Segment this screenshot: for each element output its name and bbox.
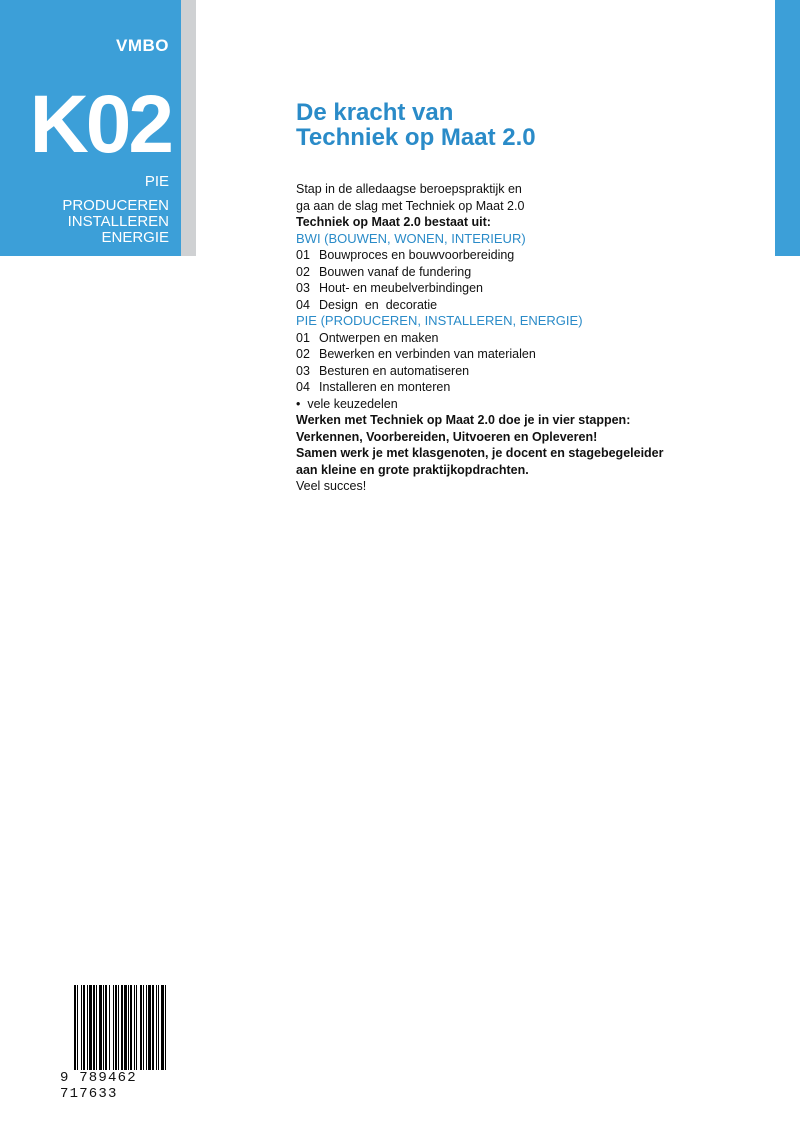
item-label: Bewerken en verbinden van materialen bbox=[319, 347, 536, 361]
together-line: Samen werk je met klasgenoten, je docent en stagebegeleider bbox=[296, 446, 664, 460]
item-label: Bouwproces en bouwvoorbereiding bbox=[319, 248, 515, 262]
level-label: VMBO bbox=[116, 36, 169, 55]
steps-line: Verkennen, Voorbereiden, Uitvoeren en Opleveren! bbox=[296, 429, 598, 444]
item-number: 01 bbox=[296, 248, 310, 262]
steps-line: Werken met Techniek op Maat 2.0 doe je in vier stappen: bbox=[296, 413, 631, 427]
back-cover-text bbox=[296, 181, 736, 495]
gray-strip bbox=[181, 0, 196, 256]
item-label: Bouwen vanaf de fundering bbox=[319, 264, 472, 279]
track-topics bbox=[62, 198, 169, 246]
isbn-number: 9 789462 717633 bbox=[60, 1070, 200, 1102]
list-item bbox=[296, 379, 736, 396]
list-item bbox=[296, 297, 736, 314]
track-label: PIE bbox=[144, 173, 169, 190]
list-item bbox=[296, 280, 736, 297]
item-label: Hout- en meubelverbindingen bbox=[319, 281, 483, 295]
title-line: Techniek op Maat 2.0 bbox=[296, 124, 536, 151]
bullet-item: • vele keuzedelen bbox=[296, 396, 398, 411]
section-heading-bwi: BWI (BOUWEN, WONEN, INTERIEUR) bbox=[296, 230, 526, 246]
item-number: 04 bbox=[296, 380, 310, 394]
item-number: 02 bbox=[296, 347, 310, 361]
title-line: De kracht van bbox=[296, 99, 454, 126]
list-item bbox=[296, 264, 736, 281]
closing-text: Veel succes! bbox=[296, 479, 367, 493]
item-number: 04 bbox=[296, 297, 310, 312]
list-item bbox=[296, 330, 736, 347]
together-line: aan kleine en grote praktijkopdrachten. bbox=[296, 462, 529, 477]
item-label: Design en decoratie bbox=[319, 297, 438, 312]
course-code: K02 bbox=[29, 79, 171, 170]
page-title bbox=[296, 100, 536, 150]
topic-line: ENERGIE bbox=[101, 229, 169, 246]
list-item bbox=[296, 363, 736, 380]
topic-line: INSTALLEREN bbox=[67, 213, 169, 230]
right-blue-bar bbox=[775, 0, 800, 256]
list-item bbox=[296, 247, 736, 264]
item-label: Besturen en automatiseren bbox=[319, 363, 470, 378]
item-number: 03 bbox=[296, 281, 310, 295]
topic-line: PRODUCEREN bbox=[62, 197, 169, 214]
item-number: 03 bbox=[296, 363, 310, 378]
intro-line: Stap in de alledaagse beroepspraktijk en bbox=[296, 182, 522, 196]
item-label: Installeren en monteren bbox=[319, 380, 451, 394]
cover-label-block bbox=[0, 0, 181, 256]
item-number: 02 bbox=[296, 264, 310, 279]
consists-of-heading: Techniek op Maat 2.0 bestaat uit: bbox=[296, 215, 491, 229]
item-label: Ontwerpen en maken bbox=[319, 330, 439, 345]
intro-line: ga aan de slag met Techniek op Maat 2.0 bbox=[296, 198, 525, 213]
item-number: 01 bbox=[296, 330, 310, 345]
section-heading-pie: PIE (PRODUCEREN, INSTALLEREN, ENERGIE) bbox=[296, 313, 583, 328]
list-item bbox=[296, 346, 736, 363]
